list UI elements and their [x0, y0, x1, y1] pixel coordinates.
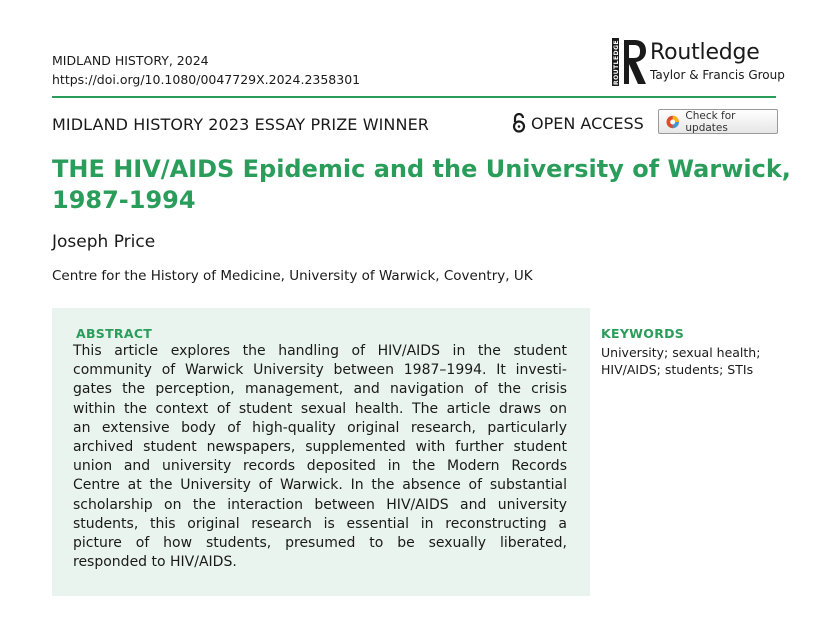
abstract-text — [73, 342, 567, 572]
open-access-label: OPEN ACCESS — [531, 113, 644, 133]
abstract-line: union and university records deposited in the Modern Records — [73, 458, 567, 475]
article-title — [52, 154, 792, 216]
title-line-1: THE HIV/AIDS Epidemic and the University of Warwick, — [52, 155, 791, 183]
publisher-logo[interactable] — [612, 38, 792, 90]
journal-name-year: MIDLAND HISTORY, 2024 — [52, 53, 209, 68]
abstract-line: This article explores the handling of HIV/AIDS in the student — [73, 343, 567, 359]
keywords-line-1: University; sexual health; — [601, 345, 761, 360]
publisher-group: Taylor & Francis Group — [650, 68, 785, 82]
keywords-line-2: HIV/AIDS; students; STIs — [601, 362, 754, 377]
abstract-line: responded to HIV/AIDS. — [73, 554, 237, 571]
crossmark-icon — [666, 115, 679, 129]
header-divider — [52, 96, 776, 98]
abstract-heading: ABSTRACT — [76, 326, 153, 341]
check-for-updates-button[interactable] — [658, 109, 778, 134]
publisher-name: Routledge — [650, 40, 760, 65]
author-name[interactable]: Joseph Price — [52, 232, 156, 252]
routledge-r-logo-icon — [622, 38, 648, 86]
abstract-line: community of Warwick University between 1987–1994. It investi- — [73, 362, 567, 379]
abstract-line: Centre at the University of Warwick. In the absence of substantial — [73, 477, 567, 494]
keywords-heading: KEYWORDS — [601, 326, 685, 341]
doi-link[interactable]: https://doi.org/10.1080/0047729X.2024.2358301 — [52, 72, 361, 87]
check-for-updates-label: Check for updates — [685, 109, 736, 134]
abstract-line: gates the perception, management, and navigation of the crisis — [73, 381, 567, 398]
prize-label: MIDLAND HISTORY 2023 ESSAY PRIZE WINNER — [52, 115, 430, 134]
title-line-2: 1987-1994 — [52, 186, 196, 214]
abstract-line: archived student newspapers, supplemented with further student — [73, 438, 567, 455]
logo-vertical-text: ROUTLEDGE — [613, 39, 620, 85]
abstract-line: an extensive body of high-quality original research, particularly — [73, 419, 567, 436]
journal-meta — [52, 51, 360, 89]
abstract-line: picture of how students, presumed to be sexually liberated, — [73, 534, 567, 551]
author-affiliation: Centre for the History of Medicine, University of Warwick, Coventry, UK — [52, 268, 533, 284]
abstract-line: scholarship on the interaction between HIV/AIDS and university — [73, 496, 567, 513]
keywords-list — [601, 344, 781, 378]
open-lock-icon — [512, 113, 526, 133]
open-access-badge — [512, 113, 644, 133]
abstract-line: students, this original research is essential in reconstructing a — [73, 515, 567, 532]
abstract-line: within the context of student sexual health. The article draws on — [73, 400, 567, 417]
